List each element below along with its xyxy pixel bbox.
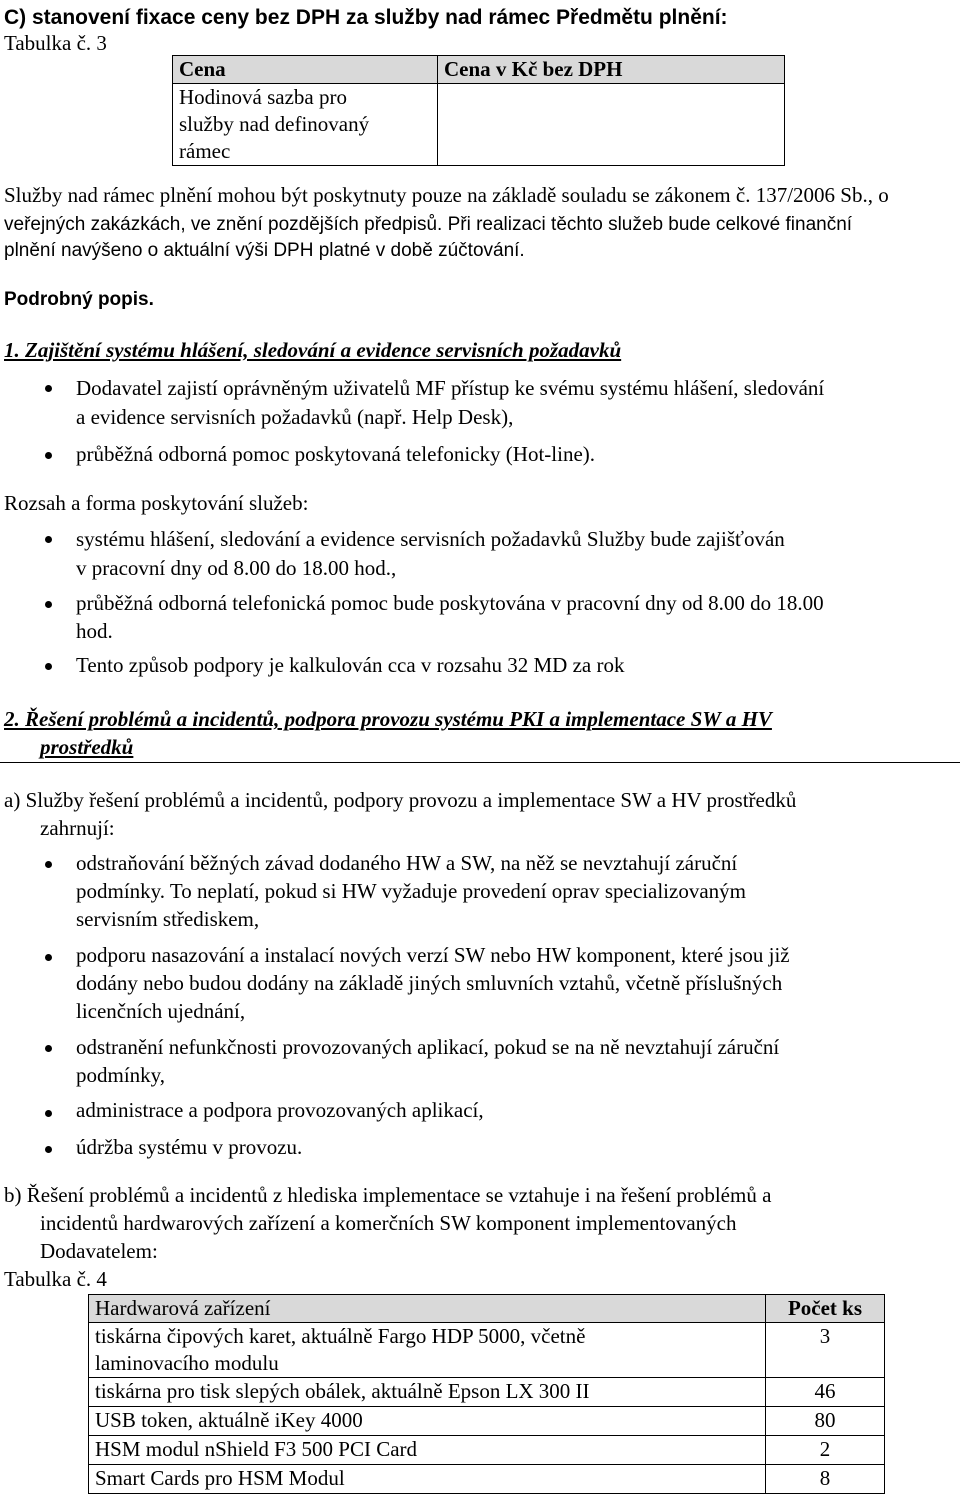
- scope-bullet1-line2: v pracovní dny od 8.00 do 18.00 hod.,: [76, 556, 397, 580]
- price-table-header-price: Cena: [173, 56, 438, 84]
- bullet-icon: [45, 601, 52, 608]
- price-table-hourly-rate-value: [438, 84, 785, 166]
- scope-bullet1-line1: systému hlášení, sledování a evidence servisních požadavků Služby bude zajišťován: [76, 527, 785, 551]
- s2a-line2: zahrnují:: [40, 816, 115, 840]
- section-c-title: C) stanovení fixace ceny bez DPH za služby nad rámec Předmětu plnění:: [4, 6, 728, 29]
- table-row: [89, 1323, 885, 1378]
- hardware-device-cell: Smart Cards pro HSM Modul: [89, 1465, 766, 1494]
- s2b-line3: Dodavatelem:: [40, 1239, 158, 1263]
- services-paragraph-line3: plnění navýšeno o aktuální výši DPH platné v době zúčtování.: [4, 240, 525, 261]
- section2-heading-line2: prostředků: [40, 735, 134, 759]
- table-row: [89, 1465, 885, 1494]
- hardware-count-cell: 2: [766, 1436, 885, 1465]
- table3-caption: Tabulka č. 3: [4, 31, 107, 55]
- section1-heading: 1. Zajištění systému hlášení, sledování a evidence servisních požadavků: [4, 338, 622, 362]
- hourly-rate-line3: rámec: [179, 139, 231, 163]
- hardware-table: [88, 1294, 885, 1494]
- hardware-device-cell: [89, 1323, 766, 1378]
- hardware-device-line2: laminovacího modulu: [95, 1351, 279, 1375]
- scope-heading: Rozsah a forma poskytování služeb:: [4, 491, 309, 515]
- hourly-rate-line2: služby nad definovaný: [179, 112, 370, 136]
- s2a-bullet5: údržba systému v provozu.: [76, 1135, 303, 1159]
- hardware-count-cell: 46: [766, 1378, 885, 1407]
- s1-bullet1-line1: Dodavatel zajistí oprávněným uživatelů MF přístup ke svému systému hlášení, sledování: [76, 376, 825, 400]
- table-row: [89, 1378, 885, 1407]
- bullet-icon: [45, 1146, 52, 1153]
- s1-bullet2: průběžná odborná pomoc poskytovaná telefonicky (Hot-line).: [76, 442, 596, 466]
- s2a-bullet3-line2: podmínky,: [76, 1063, 166, 1087]
- services-paragraph-line2: veřejných zakázkách, ve znění pozdějších předpisů. Při realizaci těchto služeb bude celkové finanční: [4, 214, 853, 235]
- price-table-hourly-rate-label: [173, 84, 438, 166]
- price-table-header-czk: Cena v Kč bez DPH: [438, 56, 785, 84]
- bullet-icon: [45, 452, 52, 459]
- s2a-bullet4: administrace a podpora provozovaných aplikací,: [76, 1098, 484, 1122]
- bullet-icon: [45, 1045, 52, 1052]
- s2a-bullet2-line3: licenčních ujednání,: [76, 999, 246, 1023]
- s2a-bullet2-line2: dodány nebo budou dodány na základě jiných smluvních vztahů, včetně příslušných: [76, 971, 783, 995]
- s2a-bullet1-line1: odstraňování běžných závad dodaného HW a SW, na něž se nevztahují záruční: [76, 851, 738, 875]
- s2a-line1: a) Služby řešení problémů a incidentů, podpory provozu a implementace SW a HV prostředků: [4, 788, 797, 812]
- bullet-icon: [45, 663, 52, 670]
- hardware-device-cell: USB token, aktuálně iKey 4000: [89, 1407, 766, 1436]
- hardware-device-cell: tiskárna pro tisk slepých obálek, aktuálně Epson LX 300 II: [89, 1378, 766, 1407]
- section-divider: [0, 762, 960, 763]
- section2-heading-line1: 2. Řešení problémů a incidentů, podpora provozu systému PKI a implementace SW a HV: [4, 707, 772, 731]
- hardware-count-cell: 80: [766, 1407, 885, 1436]
- price-table: [172, 55, 785, 166]
- hardware-table-header-count: Počet ks: [766, 1295, 885, 1323]
- bullet-icon: [45, 1110, 52, 1117]
- s2b-line1: b) Řešení problémů a incidentů z hlediska implementace se vztahuje i na řešení problémů a: [4, 1183, 772, 1207]
- s2a-bullet1-line3: servisním střediskem,: [76, 907, 260, 931]
- s2b-line2: incidentů hardwarových zařízení a komerčních SW komponent implementovaných: [40, 1211, 737, 1235]
- s2a-bullet1-line2: podmínky. To neplatí, pokud si HW vyžaduje provedení oprav specializovaným: [76, 879, 746, 903]
- bullet-icon: [45, 861, 52, 868]
- detail-heading: Podrobný popis.: [4, 289, 154, 310]
- s2a-bullet3-line1: odstranění nefunkčnosti provozovaných aplikací, pokud se na ně nevztahují záruční: [76, 1035, 780, 1059]
- scope-bullet3: Tento způsob podpory je kalkulován cca v rozsahu 32 MD za rok: [76, 653, 625, 677]
- hardware-device-line1: tiskárna čipových karet, aktuálně Fargo HDP 5000, včetně: [95, 1324, 586, 1348]
- s1-bullet1-line2: a evidence servisních požadavků (např. Help Desk),: [76, 405, 514, 429]
- hourly-rate-line1: Hodinová sazba pro: [179, 85, 347, 109]
- hardware-count-cell: 3: [766, 1323, 885, 1378]
- hardware-device-cell: HSM modul nShield F3 500 PCI Card: [89, 1436, 766, 1465]
- hardware-table-header-device: Hardwarová zařízení: [89, 1295, 766, 1323]
- scope-bullet2-line2: hod.: [76, 619, 113, 643]
- table4-caption: Tabulka č. 4: [4, 1267, 107, 1291]
- bullet-icon: [45, 385, 52, 392]
- scope-bullet2-line1: průběžná odborná telefonická pomoc bude poskytována v pracovní dny od 8.00 do 18.00: [76, 591, 824, 615]
- s2a-bullet2-line1: podporu nasazování a instalací nových verzí SW nebo HW komponent, které jsou již: [76, 943, 790, 967]
- services-paragraph-line1: Služby nad rámec plnění mohou být poskytnuty pouze na základě souladu se zákonem č. 137/2006 Sb., o: [4, 183, 889, 207]
- table-row: [89, 1407, 885, 1436]
- bullet-icon: [45, 536, 52, 543]
- table-row: [89, 1436, 885, 1465]
- bullet-icon: [45, 954, 52, 961]
- hardware-count-cell: 8: [766, 1465, 885, 1494]
